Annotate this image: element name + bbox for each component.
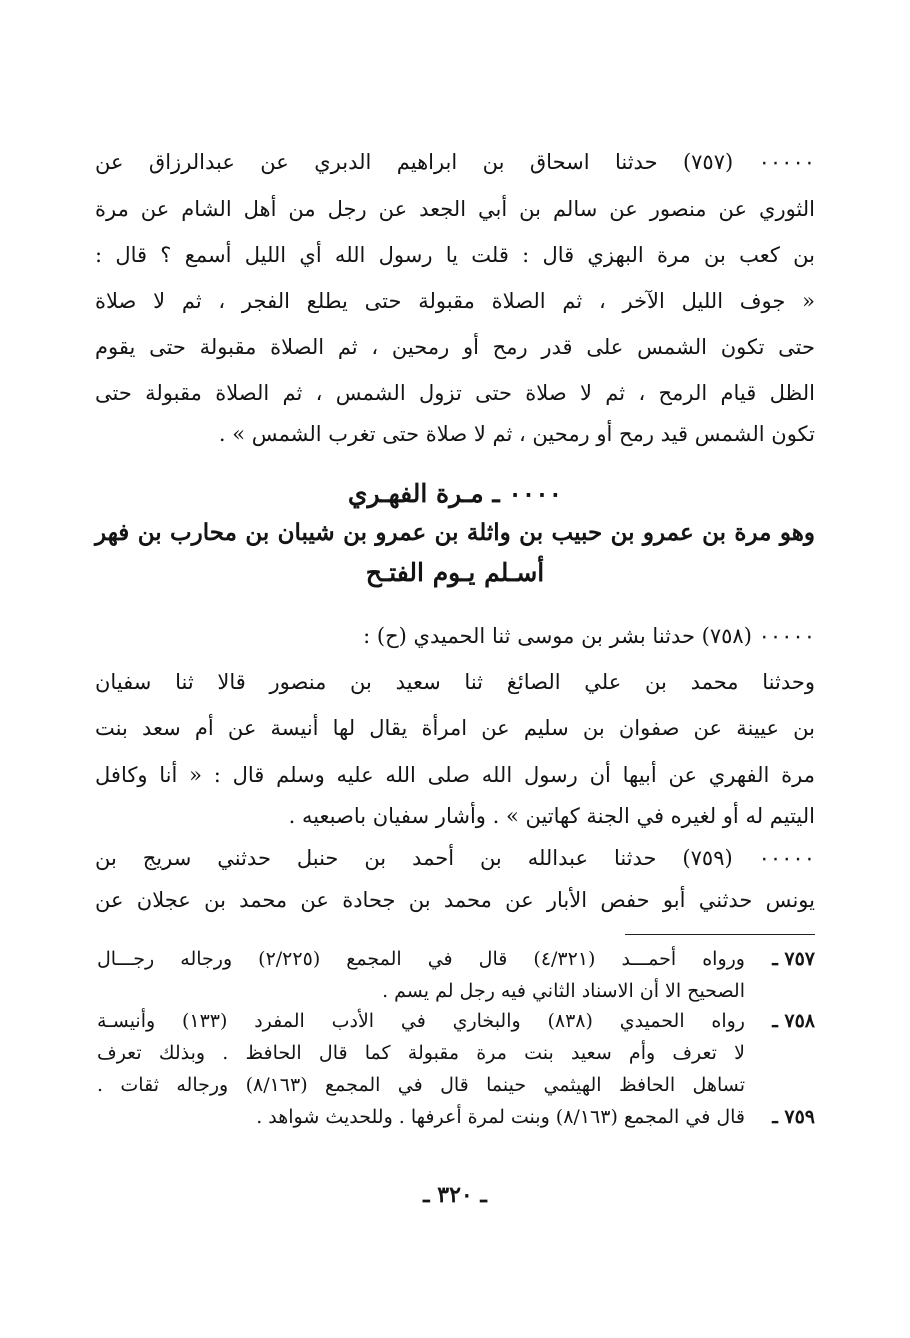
footnote-line: [95, 1104, 815, 1132]
footnote-text: قال في المجمع (٨/١٦٣) وبنت لمرة أعرفها . وللحديث شواهد .: [256, 1106, 745, 1128]
section-lineage: وهو مرة بن عمرو بن حبيب بن واثلة بن عمرو بن شيبان بن محارب بن فهر: [95, 519, 815, 546]
hadith-758-line: بن عيينة عن صفوان بن سليم عن امرأة يقال لها أنيسة عن أم سعد بنت: [95, 716, 815, 740]
footnote-text: لا تعرف وأم سعيد بنت مرة مقبولة كما قال الحافظ . وبذلك تعرف: [97, 1042, 745, 1064]
footnote-line: [95, 1072, 745, 1100]
footnote-text: ورواه أحمـــد (٤/٣٢١) قال في المجمع (٢/٢٢٥) ورجاله رجـــال: [97, 948, 745, 970]
page-number: ـ ٣٢٠ ـ: [423, 1182, 487, 1208]
hadith-758-line: اليتيم له أو لغيره في الجنة كهاتين » . وأشار سفيان باصبعيه .: [288, 804, 815, 828]
hadith-757-line: حتى تكون الشمس على قدر رمح أو رمحين ، ثم الصلاة مقبولة حتى يقوم: [95, 335, 815, 359]
footnote-number: ٧٥٨ ـ: [772, 1010, 815, 1032]
hadith-758-line: وحدثنا محمد بن علي الصائغ ثنا سعيد بن منصور قالا ثنا سفيان: [95, 670, 815, 694]
footnote-text: تساهل الحافظ الهيثمي حينما قال في المجمع (٨/١٦٣) ورجاله ثقات .: [97, 1074, 745, 1096]
hadith-757-line: ٠٠٠٠٠ (٧٥٧) حدثنا اسحاق بن ابراهيم الدبري عن عبدالرزاق عن: [95, 150, 815, 174]
hadith-757-line: الثوري عن منصور عن سالم بن أبي الجعد عن رجل من أهل الشام عن مرة: [95, 197, 815, 221]
footnote-number: ٧٥٧ ـ: [772, 948, 815, 970]
footnote-line: [95, 978, 745, 1006]
footnote-number: ٧٥٩ ـ: [772, 1106, 815, 1128]
hadith-758-line: ٠٠٠٠٠ (٧٥٨) حدثنا بشر بن موسى ثنا الحميدي (ح) :: [363, 624, 815, 648]
footnote-divider: [625, 934, 815, 935]
hadith-759-line: يونس حدثني أبو حفص الأبار عن محمد بن جحادة عن محمد بن عجلان عن: [95, 888, 815, 912]
footnote-text: رواه الحميدي (٨٣٨) والبخاري في الأدب المفرد (١٣٣) وأنيسـة: [97, 1010, 745, 1032]
hadith-758-line: مرة الفهري عن أبيها أن رسول الله صلى الله عليه وسلم قال : « أنا وكافل: [95, 763, 815, 787]
footnote-line: [95, 946, 815, 974]
section-note: أسـلم يـوم الفتـح: [365, 558, 545, 587]
hadith-757-line: « جوف الليل الآخر ، ثم الصلاة مقبولة حتى يطلع الفجر ، ثم لا صلاة: [95, 289, 815, 313]
section-title: ٠٠٠٠ ـ مـرة الفهـري: [347, 479, 563, 508]
hadith-757-line: الظل قيام الرمح ، ثم لا صلاة حتى تزول الشمس ، ثم الصلاة مقبولة حتى: [95, 381, 815, 405]
hadith-757-line: تكون الشمس قيد رمح أو رمحين ، ثم لا صلاة حتى تغرب الشمس » .: [218, 422, 815, 446]
hadith-757-line: بن كعب بن مرة البهزي قال : قلت يا رسول الله أي الليل أسمع ؟ قال :: [95, 243, 815, 267]
footnote-line: [95, 1040, 745, 1068]
footnote-line: [95, 1008, 815, 1036]
hadith-759-line: ٠٠٠٠٠ (٧٥٩) حدثنا عبدالله بن أحمد بن حنبل حدثني سريج بن: [95, 846, 815, 870]
footnote-text: الصحيح الا أن الاسناد الثاني فيه رجل لم يسم .: [382, 980, 745, 1002]
